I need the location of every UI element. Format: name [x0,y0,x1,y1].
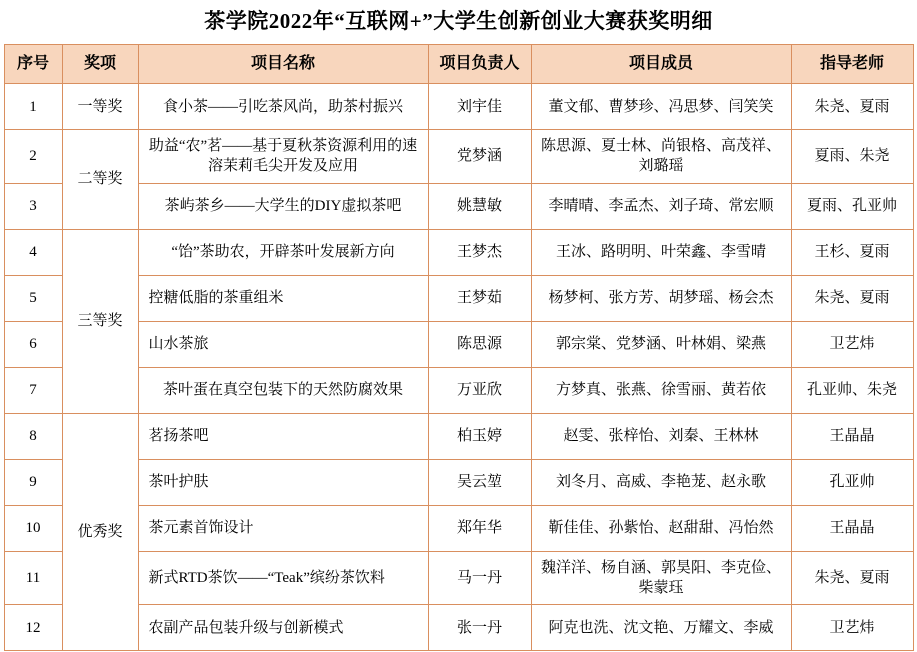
page-title: 茶学院2022年“互联网+”大学生创新创业大赛获奖明细 [204,9,713,33]
cell-no: 12 [4,605,62,651]
cell-no: 10 [4,505,62,551]
table-row [4,551,913,605]
cell-project-name: 农副产品包装升级与创新模式 [138,605,428,651]
cell-award-1: 二等奖 [62,130,138,230]
cell-members: 杨梦柯、张方芳、胡梦瑶、杨会杰 [531,275,791,321]
table-row [4,367,913,413]
column-header-leader: 项目负责人 [428,45,531,84]
cell-teachers: 朱尧、夏雨 [791,551,913,605]
cell-members: 王冰、路明明、叶荣鑫、李雪晴 [531,229,791,275]
cell-leader: 王梦茹 [428,275,531,321]
cell-teachers: 夏雨、孔亚帅 [791,183,913,229]
cell-leader: 陈思源 [428,321,531,367]
cell-leader: 姚慧敏 [428,183,531,229]
cell-leader: 马一丹 [428,551,531,605]
cell-no: 3 [4,183,62,229]
cell-leader: 吴云堃 [428,459,531,505]
cell-members: 靳佳佳、孙紫怡、赵甜甜、冯怡然 [531,505,791,551]
cell-project-name: 茶元素首饰设计 [138,505,428,551]
table-row [4,459,913,505]
award-detail-table [4,44,914,651]
cell-no: 6 [4,321,62,367]
cell-project-name: “饴”茶助农，开辟茶叶发展新方向 [138,229,428,275]
cell-members: 赵雯、张梓怡、刘秦、王林林 [531,413,791,459]
cell-teachers: 王杉、夏雨 [791,229,913,275]
cell-leader: 万亚欣 [428,367,531,413]
cell-project-name: 山水茶旅 [138,321,428,367]
cell-members: 魏洋洋、杨自涵、郭昊阳、李克俭、柴蒙珏 [531,551,791,605]
cell-members: 刘冬月、高威、李艳茏、赵永歌 [531,459,791,505]
cell-no: 11 [4,551,62,605]
column-header-award: 奖项 [62,45,138,84]
column-header-members: 项目成员 [531,45,791,84]
table-row [4,605,913,651]
cell-award-3: 优秀奖 [62,413,138,651]
cell-no: 2 [4,130,62,184]
cell-project-name: 控糖低脂的茶重组米 [138,275,428,321]
cell-teachers: 孔亚帅 [791,459,913,505]
table-row [4,229,913,275]
table-row [4,84,913,130]
cell-no: 5 [4,275,62,321]
cell-leader: 张一丹 [428,605,531,651]
cell-teachers: 卫艺炜 [791,605,913,651]
cell-members: 董文郁、曹梦珍、冯思梦、闫笑笑 [531,84,791,130]
cell-project-name: 新式RTD茶饮——“Teak”缤纷茶饮料 [138,551,428,605]
cell-project-name: 茶叶护肤 [138,459,428,505]
table-row [4,413,913,459]
cell-leader: 郑年华 [428,505,531,551]
table-row [4,505,913,551]
table-row [4,321,913,367]
cell-leader: 王梦杰 [428,229,531,275]
table-row [4,130,913,184]
cell-teachers: 朱尧、夏雨 [791,275,913,321]
cell-no: 4 [4,229,62,275]
table-body [4,84,913,651]
cell-teachers: 孔亚帅、朱尧 [791,367,913,413]
cell-teachers: 朱尧、夏雨 [791,84,913,130]
cell-teachers: 王晶晶 [791,413,913,459]
cell-members: 方梦真、张燕、徐雪丽、黄若依 [531,367,791,413]
cell-teachers: 卫艺炜 [791,321,913,367]
cell-leader: 柏玉婷 [428,413,531,459]
cell-members: 阿克也洗、沈文艳、万耀文、李威 [531,605,791,651]
table-header-row [4,45,913,84]
cell-no: 9 [4,459,62,505]
cell-project-name: 食小茶——引吃茶风尚，助茶村振兴 [138,84,428,130]
cell-project-name: 茶叶蛋在真空包装下的天然防腐效果 [138,367,428,413]
cell-no: 7 [4,367,62,413]
cell-project-name: 助益“农”茗——基于夏秋茶资源利用的速溶茉莉毛尖开发及应用 [138,130,428,184]
cell-members: 陈思源、夏士林、尚银格、高茂祥、刘璐瑶 [531,130,791,184]
cell-award-2: 三等奖 [62,229,138,413]
cell-no: 1 [4,84,62,130]
cell-teachers: 王晶晶 [791,505,913,551]
cell-members: 李晴晴、李孟杰、刘子琦、常宏顺 [531,183,791,229]
cell-leader: 刘宇佳 [428,84,531,130]
cell-leader: 党梦涵 [428,130,531,184]
table-row [4,275,913,321]
column-header-no: 序号 [4,45,62,84]
table-row [4,183,913,229]
column-header-project-name: 项目名称 [138,45,428,84]
cell-teachers: 夏雨、朱尧 [791,130,913,184]
table-header [4,45,913,84]
cell-project-name: 茗扬茶吧 [138,413,428,459]
cell-members: 郭宗棠、党梦涵、叶林娟、梁燕 [531,321,791,367]
column-header-teachers: 指导老师 [791,45,913,84]
cell-project-name: 茶屿茶乡——大学生的DIY虚拟茶吧 [138,183,428,229]
cell-no: 8 [4,413,62,459]
cell-award-0: 一等奖 [62,84,138,130]
